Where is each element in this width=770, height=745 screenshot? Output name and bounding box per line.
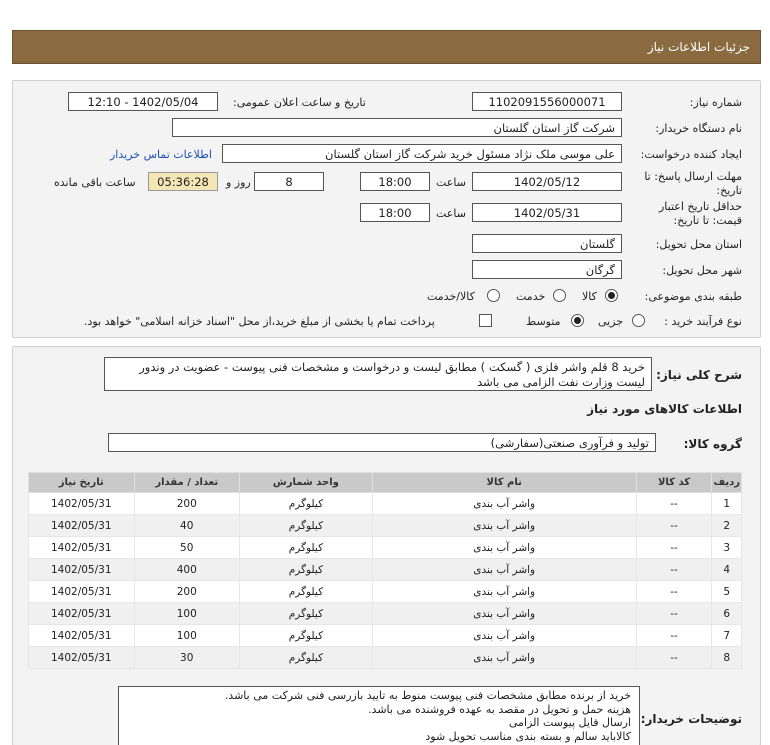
buyer-notes-field [118,686,640,745]
cell-name: واشر آب بندی [372,537,636,559]
cell-qty: 400 [134,559,239,581]
buyer-note-line: هزینه حمل و تحویل در مقصد به عهده فروشنده می باشد. [368,702,631,716]
goods-info-title: اطلاعات کالاهای مورد نیاز [587,402,742,416]
category-both-label: کالا/خدمت [427,290,475,303]
cell-name: واشر آب بندی [372,581,636,603]
col-header-date: تاریخ نیاز [29,473,135,493]
buyer-org-label: نام دستگاه خریدار: [655,122,742,135]
validity-label: حداقل تاریخ اعتبار قیمت: تا تاریخ: [658,200,742,227]
category-goods-label: کالا [582,290,597,303]
cell-unit: کیلوگرم [239,493,372,515]
process-medium-label: متوسط [526,315,561,328]
cell-qty: 30 [134,647,239,669]
category-goods-radio[interactable] [605,289,618,302]
remaining-time-field: 05:36:28 [148,172,218,191]
deadline-date-field: 1402/05/12 [472,172,622,191]
validity-date-field: 1402/05/31 [472,203,622,222]
cell-unit: کیلوگرم [239,603,372,625]
days-label: روز و [226,176,251,189]
announce-field: 1402/05/04 - 12:10 [68,92,218,111]
col-header-unit: واحد شمارش [239,473,372,493]
category-label: طبقه بندی موضوعی: [644,290,742,303]
summary-label: شرح کلی نیاز: [656,368,742,382]
category-service-radio[interactable] [553,289,566,302]
cell-row: 5 [712,581,742,603]
summary-field: خرید 8 قلم واشر فلزی ( گسکت ) مطابق لیست و درخواست و مشخصات فنی پیوست - عضویت در وندور لیست وزارت نفت الزامی می باشد [104,357,652,391]
days-field: 8 [254,172,324,191]
buyer-notes-label: توضیحات خریدار: [640,712,742,726]
cell-row: 7 [712,625,742,647]
cell-unit: کیلوگرم [239,559,372,581]
cell-code: -- [636,581,712,603]
table-row [29,537,742,559]
cell-row: 2 [712,515,742,537]
cell-name: واشر آب بندی [372,625,636,647]
cell-code: -- [636,647,712,669]
cell-date: 1402/05/31 [29,581,135,603]
process-medium-radio[interactable] [571,314,584,327]
cell-row: 4 [712,559,742,581]
page-header [12,30,761,64]
cell-qty: 40 [134,515,239,537]
cell-qty: 200 [134,581,239,603]
city-field: گرگان [472,260,622,279]
cell-qty: 50 [134,537,239,559]
cell-unit: کیلوگرم [239,515,372,537]
cell-date: 1402/05/31 [29,515,135,537]
table-row [29,647,742,669]
goods-group-label: گروه کالا: [683,437,742,451]
cell-row: 3 [712,537,742,559]
process-label: نوع فرآیند خرید : [664,315,742,328]
goods-table [28,472,742,669]
process-partial-label: جزیی [598,315,624,328]
cell-name: واشر آب بندی [372,603,636,625]
cell-code: -- [636,537,712,559]
contact-info-link[interactable]: اطلاعات تماس خریدار [110,148,212,161]
goods-group-field: تولید و فرآوری صنعتی(سفارشی) [108,433,656,452]
cell-name: واشر آب بندی [372,559,636,581]
cell-unit: کیلوگرم [239,647,372,669]
cell-code: -- [636,625,712,647]
cell-code: -- [636,515,712,537]
cell-date: 1402/05/31 [29,559,135,581]
table-row [29,559,742,581]
cell-row: 6 [712,603,742,625]
buyer-org-field: شرکت گاز استان گلستان [172,118,622,137]
process-partial-radio[interactable] [632,314,645,327]
table-row [29,625,742,647]
creator-label: ایجاد کننده درخواست: [640,148,742,161]
deadline-label: مهلت ارسال پاسخ: تا تاریخ: [644,170,742,197]
table-header-row [29,473,742,493]
col-header-name: نام کالا [372,473,636,493]
treasury-note: پرداخت تمام یا بخشی از مبلغ خرید،از محل "اسناد خزانه اسلامی" خواهد بود. [84,315,435,328]
deadline-time-field: 18:00 [360,172,430,191]
table-row [29,603,742,625]
validity-time-label: ساعت [436,207,466,220]
cell-date: 1402/05/31 [29,647,135,669]
category-service-label: خدمت [516,290,546,303]
cell-qty: 100 [134,603,239,625]
buyer-note-line: ارسال فایل پیوست الزامی [508,716,631,729]
cell-row: 8 [712,647,742,669]
city-label: شهر محل تحویل: [662,264,742,277]
buyer-note-line: کالاباید سالم و بسته بندی مناسب تحویل شود [425,729,631,743]
cell-unit: کیلوگرم [239,625,372,647]
need-number-label: شماره نیاز: [689,96,742,109]
cell-name: واشر آب بندی [372,647,636,669]
cell-unit: کیلوگرم [239,581,372,603]
col-header-code: کد کالا [636,473,712,493]
category-both-radio[interactable] [487,289,500,302]
province-label: استان محل تحویل: [655,238,742,251]
table-row [29,581,742,603]
cell-name: واشر آب بندی [372,493,636,515]
validity-time-field: 18:00 [360,203,430,222]
province-field: گلستان [472,234,622,253]
table-row [29,515,742,537]
treasury-checkbox[interactable] [479,314,492,327]
buyer-note-line: خرید از برنده مطابق مشخصات فنی پیوست منوط به تایید بازرسی فنی شرکت می باشد. [224,689,631,702]
cell-code: -- [636,493,712,515]
table-row [29,493,742,515]
deadline-time-label: ساعت [436,176,466,189]
cell-qty: 100 [134,625,239,647]
cell-code: -- [636,603,712,625]
cell-date: 1402/05/31 [29,603,135,625]
need-number-field: 1102091556000071 [472,92,622,111]
col-header-row: ردیف [712,473,742,493]
cell-name: واشر آب بندی [372,515,636,537]
remaining-label: ساعت باقی مانده [54,176,136,189]
cell-date: 1402/05/31 [29,625,135,647]
col-header-qty: تعداد / مقدار [134,473,239,493]
cell-date: 1402/05/31 [29,537,135,559]
creator-field: علی موسی ملک نژاد مسئول خرید شرکت گاز استان گلستان [222,144,622,163]
announce-label: تاریخ و ساعت اعلان عمومی: [233,96,366,109]
cell-unit: کیلوگرم [239,537,372,559]
cell-code: -- [636,559,712,581]
cell-row: 1 [712,493,742,515]
cell-date: 1402/05/31 [29,493,135,515]
page-title: جزئیات اطلاعات نیاز [647,40,750,54]
cell-qty: 200 [134,493,239,515]
